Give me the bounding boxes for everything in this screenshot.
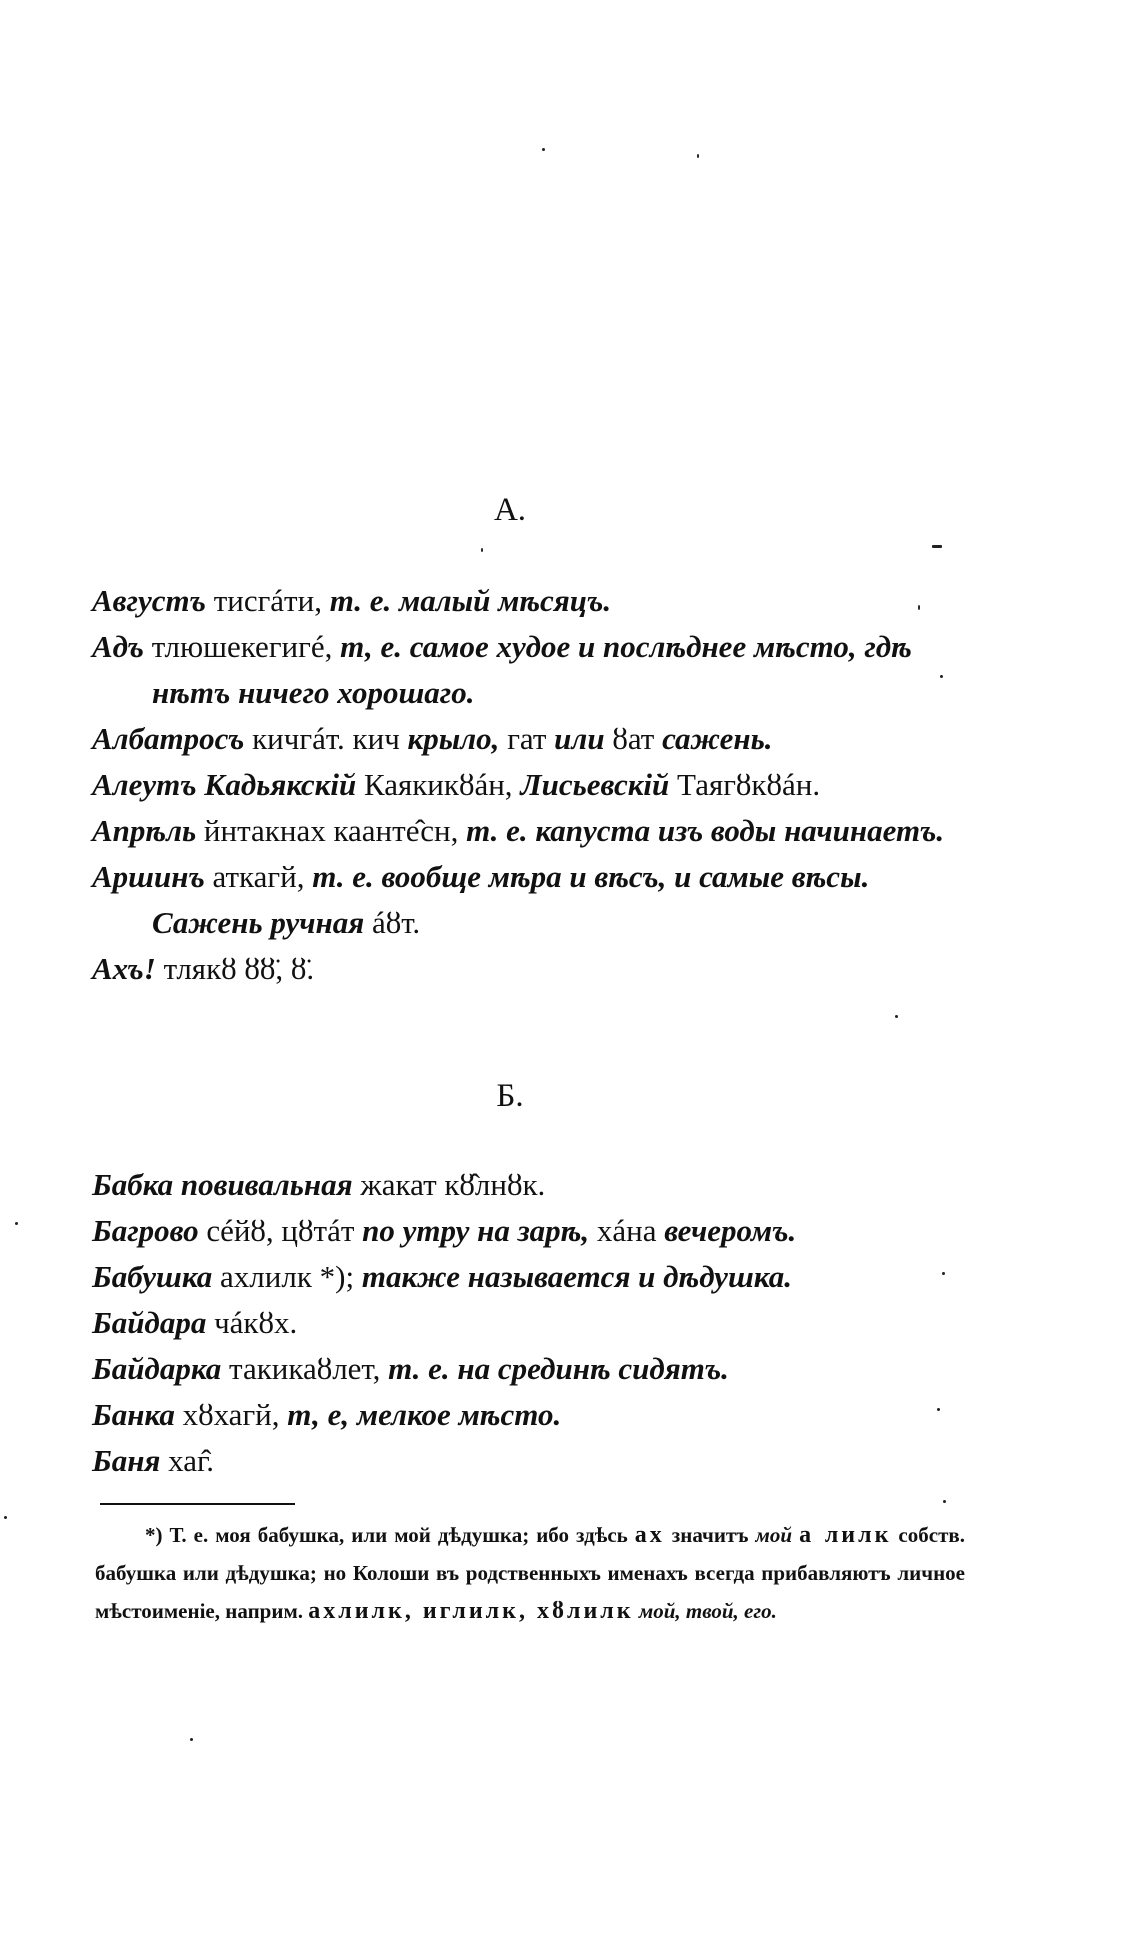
headword: Бабушка: [92, 1259, 213, 1294]
dictionary-entry: [92, 762, 972, 808]
headword: Банка: [92, 1397, 175, 1432]
print-speck: [15, 1222, 18, 1225]
translation: Каякикȣáн,: [356, 767, 521, 802]
footnote-part: собств. бабушка или дѣдушка; но Колоши въ родственныхъ именахъ всегда прибавляютъ личное мѣстоименіе, наприм.: [95, 1523, 965, 1623]
gloss: т. е. малый мѣсяцъ.: [329, 583, 612, 618]
print-speck: [481, 548, 483, 552]
footnote-part: *) Т. е. моя бабушка, или мой дѣдушка; ибо здѣсь: [145, 1523, 635, 1547]
footnote-rule: [100, 1503, 295, 1505]
gloss: или: [554, 721, 605, 756]
footnote-part: мой: [755, 1523, 800, 1547]
dictionary-entry: [92, 1438, 972, 1484]
translation: ахлилк *);: [212, 1259, 362, 1294]
translation: аткагй,: [204, 859, 313, 894]
translation: такикаȣлет,: [221, 1351, 389, 1386]
dictionary-entry: [92, 1254, 972, 1300]
headword: Байдарка: [92, 1351, 222, 1386]
footnote-kolosh-words: ахлилк, иглилк, хȣлилк: [308, 1598, 634, 1624]
headword: Албатросъ: [92, 721, 245, 756]
translation: чáкȣх.: [206, 1305, 298, 1340]
translation: кичгáт. кич: [244, 721, 408, 756]
print-speck: [190, 1738, 193, 1741]
translation: хаг̂.: [160, 1443, 214, 1478]
footnote-gloss: мой, твой, его.: [633, 1599, 777, 1623]
dictionary-entry: [92, 716, 972, 762]
print-speck: [697, 154, 699, 158]
footnote-kolosh-word: а лилк: [799, 1522, 892, 1548]
dictionary-entry: [92, 808, 972, 854]
dictionary-entry: [92, 1346, 972, 1392]
headword: Баня: [92, 1443, 161, 1478]
print-speck: [932, 545, 942, 548]
dictionary-entry: [92, 1300, 972, 1346]
headword: Адъ: [92, 629, 144, 664]
translation: жакат кȣ̂лнȣк.: [352, 1167, 546, 1202]
footnote-kolosh-word: ах: [634, 1522, 665, 1548]
headword: Ахъ!: [92, 951, 156, 986]
footnote: [95, 1516, 965, 1630]
gloss: по утру на зарѣ,: [362, 1213, 590, 1248]
entries-section-a: [92, 578, 972, 992]
dictionary-entry: [92, 854, 972, 946]
dictionary-entry: [92, 578, 972, 624]
headword: Аршинъ: [92, 859, 205, 894]
headword: Алеутъ Кадьякскій: [92, 767, 357, 802]
dictionary-entry: [92, 1162, 972, 1208]
translation: ȣат: [604, 721, 663, 756]
translation: йнтакнах каанте̂сн,: [196, 813, 467, 848]
gloss: Лисьевскій: [520, 767, 670, 802]
translation: áȣт.: [364, 905, 421, 940]
translation: хáна: [589, 1213, 665, 1248]
headword: Апрѣль: [92, 813, 197, 848]
footnote-text: [95, 1516, 965, 1630]
translation: хȣхагй,: [174, 1397, 288, 1432]
print-speck: [4, 1516, 7, 1519]
headword: Бабка повивальная: [92, 1167, 353, 1202]
translation: тлюшекегигé,: [143, 629, 341, 664]
footnote-part: значитъ: [664, 1523, 756, 1547]
gloss: сажень.: [662, 721, 773, 756]
dictionary-entry: [92, 624, 972, 716]
print-speck: [895, 1015, 898, 1018]
translation: гат: [499, 721, 555, 756]
dictionary-entry: [92, 1392, 972, 1438]
gloss: также называется и дѣдушка.: [361, 1259, 792, 1294]
gloss: т. е. вообще мѣра и вѣсъ, и самые вѣсы. Сажень ручная: [152, 859, 870, 940]
translation: сéйȣ, цȣтáт: [198, 1213, 363, 1248]
print-speck: [943, 1500, 946, 1503]
gloss: т. е. капуста изъ воды начинаетъ.: [466, 813, 945, 848]
gloss: т, е, мелкое мѣсто.: [287, 1397, 562, 1432]
print-speck: [542, 148, 545, 151]
headword: Августъ: [92, 583, 206, 618]
entries-section-b: [92, 1162, 972, 1484]
translation: тлякȣ ȣ̈ȣ̈, ȣ̈.: [155, 951, 315, 986]
translation: тисгáти,: [205, 583, 330, 618]
headword: Багрово: [92, 1213, 199, 1248]
dictionary-entry: [92, 946, 972, 992]
section-letter-b: Б.: [496, 1078, 524, 1114]
translation: Таягȣкȣáн.: [669, 767, 821, 802]
gloss: вечеромъ.: [664, 1213, 797, 1248]
gloss: крыло,: [407, 721, 500, 756]
section-letter-a: А.: [493, 492, 527, 528]
dictionary-entry: [92, 1208, 972, 1254]
headword: Байдара: [92, 1305, 207, 1340]
gloss: т. е. на срединѣ сидятъ.: [388, 1351, 729, 1386]
gloss: т, е. самое худое и послѣднее мѣсто, гдѣ нѣтъ ничего хорошаго.: [152, 629, 912, 710]
